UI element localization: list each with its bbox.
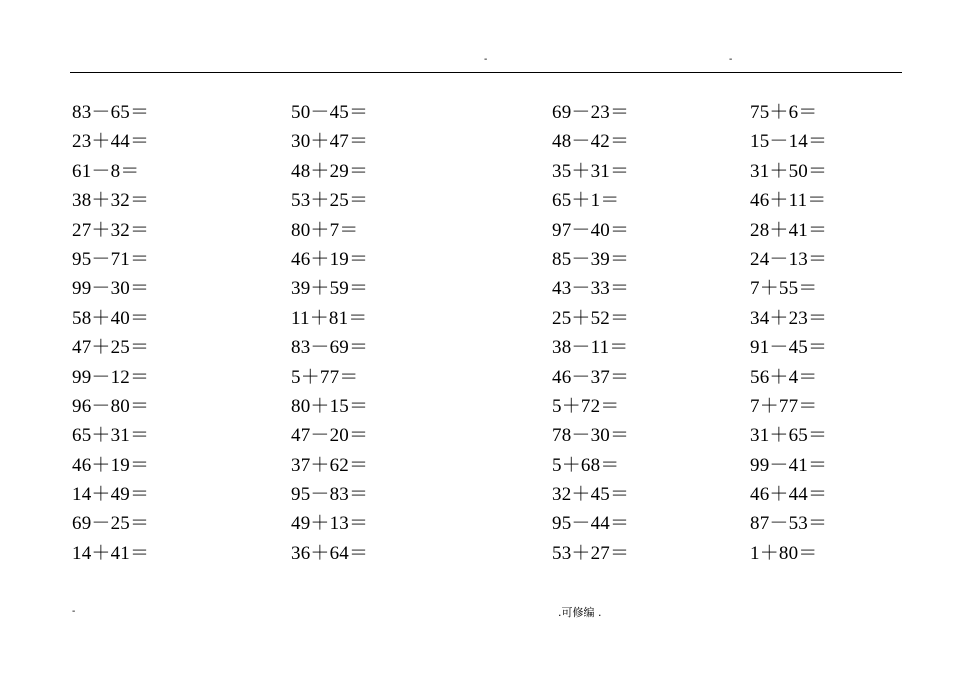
arithmetic-problem: 95－71＝ <box>72 248 150 270</box>
arithmetic-problem: 46＋19＝ <box>72 454 150 476</box>
arithmetic-problem: 7＋55＝ <box>750 278 818 300</box>
header-mark: - <box>484 54 488 65</box>
arithmetic-problem: 34＋23＝ <box>750 307 828 329</box>
arithmetic-problem: 83－69＝ <box>291 337 369 359</box>
problem-column-4 <box>750 98 930 568</box>
arithmetic-problem: 58＋40＝ <box>72 307 150 329</box>
arithmetic-problem: 53＋25＝ <box>291 190 369 212</box>
arithmetic-problem: 95－83＝ <box>291 484 369 506</box>
arithmetic-problem: 56＋4＝ <box>750 366 818 388</box>
arithmetic-problem: 38－11＝ <box>552 337 629 359</box>
arithmetic-problem: 5＋72＝ <box>552 395 620 417</box>
arithmetic-problem: 14＋41＝ <box>72 542 150 564</box>
arithmetic-problem: 69－23＝ <box>552 102 630 123</box>
arithmetic-problem: 80＋15＝ <box>291 395 369 417</box>
header-divider <box>70 72 902 73</box>
arithmetic-problem: 11＋81＝ <box>291 307 368 329</box>
arithmetic-problem: 5＋68＝ <box>552 454 620 476</box>
arithmetic-problem: 14＋49＝ <box>72 484 150 506</box>
arithmetic-problem: 78－30＝ <box>552 425 630 447</box>
arithmetic-problem: 96－80＝ <box>72 395 150 417</box>
arithmetic-problem: 46－37＝ <box>552 366 630 388</box>
arithmetic-problem: 23＋44＝ <box>72 131 150 153</box>
arithmetic-problem: 32＋45＝ <box>552 484 630 506</box>
arithmetic-problem: 65＋31＝ <box>72 425 150 447</box>
problem-column-3 <box>552 98 732 568</box>
arithmetic-problem: 91－45＝ <box>750 337 828 359</box>
arithmetic-problem: 25＋52＝ <box>552 307 630 329</box>
arithmetic-problem: 24－13＝ <box>750 248 828 270</box>
arithmetic-problem: 99－41＝ <box>750 454 828 476</box>
arithmetic-problem: 43－33＝ <box>552 278 630 300</box>
arithmetic-problem: 99－30＝ <box>72 278 150 300</box>
arithmetic-problem: 38＋32＝ <box>72 190 150 212</box>
arithmetic-problem: 31＋50＝ <box>750 160 828 182</box>
footer-label: .可修编 . <box>558 606 602 619</box>
arithmetic-problem: 28＋41＝ <box>750 219 828 241</box>
problem-column-1 <box>72 98 252 568</box>
arithmetic-problem: 27＋32＝ <box>72 219 150 241</box>
arithmetic-problem: 85－39＝ <box>552 248 630 270</box>
arithmetic-problem: 83－65＝ <box>72 102 150 123</box>
arithmetic-problem: 65＋1＝ <box>552 190 620 212</box>
arithmetic-problem: 50－45＝ <box>291 102 369 123</box>
arithmetic-problem: 39＋59＝ <box>291 278 369 300</box>
arithmetic-problem: 80＋7＝ <box>291 219 359 241</box>
arithmetic-problem: 36＋64＝ <box>291 542 369 564</box>
problem-column-2 <box>291 98 471 568</box>
arithmetic-problem: 31＋65＝ <box>750 425 828 447</box>
arithmetic-problem: 37＋62＝ <box>291 454 369 476</box>
arithmetic-problem: 15－14＝ <box>750 131 828 153</box>
arithmetic-problem: 53＋27＝ <box>552 542 630 564</box>
arithmetic-problem: 46＋19＝ <box>291 248 369 270</box>
arithmetic-problem: 61－8＝ <box>72 160 140 182</box>
arithmetic-problem: 75＋6＝ <box>750 102 818 123</box>
arithmetic-problem: 49＋13＝ <box>291 513 369 535</box>
arithmetic-problem: 99－12＝ <box>72 366 150 388</box>
arithmetic-problem: 46＋11＝ <box>750 190 827 212</box>
arithmetic-problem: 87－53＝ <box>750 513 828 535</box>
arithmetic-problem: 35＋31＝ <box>552 160 630 182</box>
arithmetic-problem: 47＋25＝ <box>72 337 150 359</box>
arithmetic-problem: 97－40＝ <box>552 219 630 241</box>
arithmetic-problem: 69－25＝ <box>72 513 150 535</box>
arithmetic-problem: 47－20＝ <box>291 425 369 447</box>
arithmetic-problem: 30＋47＝ <box>291 131 369 153</box>
arithmetic-problem: 5＋77＝ <box>291 366 359 388</box>
arithmetic-problem: 48＋29＝ <box>291 160 369 182</box>
header-mark: - <box>729 54 733 65</box>
arithmetic-problem: 95－44＝ <box>552 513 630 535</box>
arithmetic-problem: 1＋80＝ <box>750 542 818 564</box>
footer-mark: - <box>72 606 76 617</box>
arithmetic-problem: 46＋44＝ <box>750 484 828 506</box>
arithmetic-problem: 7＋77＝ <box>750 395 818 417</box>
arithmetic-problem: 48－42＝ <box>552 131 630 153</box>
